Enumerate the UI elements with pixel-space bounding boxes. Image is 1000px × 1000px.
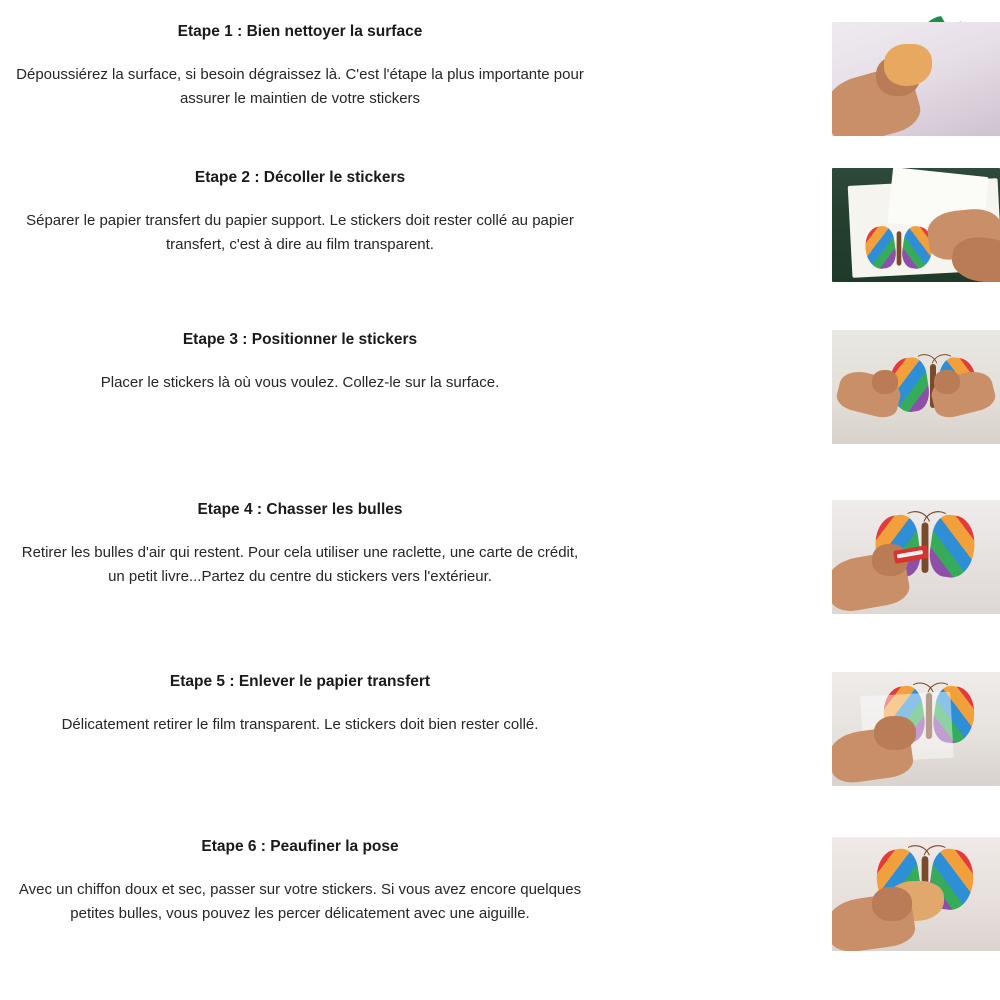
- step-item: [0, 148, 1000, 308]
- step-media: [600, 168, 1000, 282]
- step-media: [600, 672, 1000, 786]
- step-photo: [832, 500, 1000, 614]
- step-body: Retirer les bulles d'air qui restent. Pour cela utiliser une raclette, une carte de crédit, un petit livre...Partez du centre du stickers vers l'extérieur.: [21, 544, 579, 585]
- step-body: Séparer le papier transfert du papier support. Le stickers doit rester collé au papier transfert, c'est à dire au film transparent.: [26, 212, 574, 253]
- step-title: Etape 4 : Chasser les bulles: [197, 501, 403, 518]
- step-photo: [832, 168, 1000, 282]
- step-media: [600, 837, 1000, 951]
- step-body: Dépoussiérez la surface, si besoin dégraissez là. C'est l'étape la plus importante pour assurer le maintien de votre stickers: [16, 66, 584, 107]
- step-text: [0, 837, 600, 925]
- step-title: Etape 6 : Peaufiner la pose: [201, 838, 399, 855]
- step-media: [600, 500, 1000, 614]
- step-photo: [832, 837, 1000, 951]
- step-photo: [832, 22, 1000, 136]
- step-item: [0, 0, 1000, 148]
- step-media: [600, 330, 1000, 444]
- step-body: Avec un chiffon doux et sec, passer sur votre stickers. Si vous avez encore quelques petites bulles, vous pouvez les percer délicatement avec une aiguille.: [18, 881, 582, 922]
- step-body: Placer le stickers là où vous voulez. Collez-le sur la surface.: [100, 374, 500, 392]
- step-text: [0, 168, 600, 256]
- step-text: [0, 330, 600, 395]
- step-item: [0, 478, 1000, 650]
- step-title: Etape 3 : Positionner le stickers: [182, 331, 418, 348]
- step-item: [0, 308, 1000, 478]
- step-title: Etape 2 : Décoller le stickers: [194, 169, 406, 186]
- step-title: Etape 5 : Enlever le papier transfert: [169, 673, 431, 690]
- step-photo: [832, 672, 1000, 786]
- step-item: [0, 815, 1000, 990]
- step-body: Délicatement retirer le film transparent. Le stickers doit bien rester collé.: [61, 716, 539, 734]
- step-media: [600, 22, 1000, 136]
- step-text: [0, 500, 600, 588]
- step-item: [0, 650, 1000, 815]
- step-photo: [832, 330, 1000, 444]
- step-text: [0, 22, 600, 110]
- step-text: [0, 672, 600, 737]
- step-title: Etape 1 : Bien nettoyer la surface: [177, 23, 423, 40]
